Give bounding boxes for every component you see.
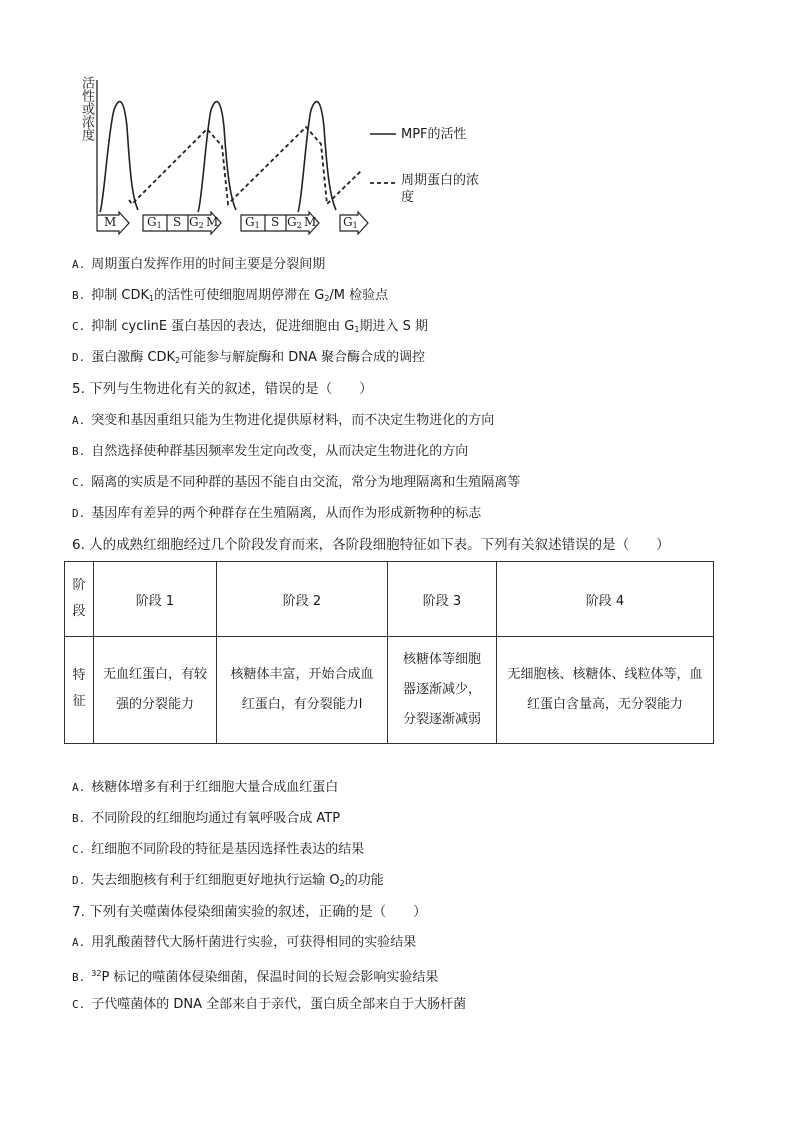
cell-cycle-graph [70,72,500,242]
row-header: 阶段 [65,562,94,637]
phase-label: S [271,215,280,229]
legend-mpf: MPF的活性 [401,127,467,142]
q4-option-b: B. 抑制 $CDK_1$的活性可使细胞周期停滞在 $G_2/M$ 检验点 [72,288,389,303]
q5-option-c: C. 隔离的实质是不同种群的基因不能自由交流，常分为地理隔离和生殖隔离等 [72,475,521,490]
q4-option-d: D. 蛋白激酶 $CDK_2$可能参与解旋酶和 DNA 聚合酶合成的调控 [72,350,425,365]
q4-option-a: A. 周期蛋白发挥作用的时间主要是分裂间期 [72,257,326,272]
row-header: 特征 [65,637,94,744]
stage-table [64,561,714,744]
cell-cycle-figure [70,72,500,242]
q6-stem: 6. 人的成熟红细胞经过几个阶段发育而来，各阶段细胞特征如下表。下列有关叙述错误的是（ ） [72,537,670,553]
q6-option-c: C. 红细胞不同阶段的特征是基因选择性表达的结果 [72,842,365,857]
q4-option-c: C. 抑制 cyclinE 蛋白基因的表达，促进细胞由 $G_1$期进入 S 期 [72,319,429,334]
table-cell: 阶段 3 [388,562,497,637]
phase-label: M [104,215,117,229]
q6-option-d: D. 失去细胞核有利于红细胞更好地执行运输 $O_2$的功能 [72,873,384,888]
table-row [65,562,714,637]
phase-label: $G_2$ [287,215,302,230]
q5-option-a: A. 突变和基因重组只能为生物进化提供原材料，而不决定生物进化的方向 [72,413,495,428]
table-cell: 阶段 1 [94,562,217,637]
q7-option-c: C. 子代噬菌体的 DNA 全部来自于亲代，蛋白质全部来自于大肠杆菌 [72,997,467,1012]
q7-stem: 7. 下列有关噬菌体侵染细菌实验的叙述，正确的是（ ） [72,904,427,920]
table-cell: 无细胞核、核糖体、线粒体等，血 红蛋白含量高，无分裂能力 [497,637,714,744]
mpf-peak-3 [298,102,336,212]
q5-option-d: D. 基因库有差异的两个种群存在生殖隔离，从而作为形成新物种的标志 [72,506,482,521]
table-row [65,637,714,744]
phase-label: $G_2$ [189,215,204,230]
q6-option-b: B. 不同阶段的红细胞均通过有氧呼吸合成 ATP [72,811,341,826]
q7-option-a: A. 用乳酸菌替代大肠杆菌进行实验，可获得相同的实验结果 [72,935,417,950]
mpf-peak-1 [100,102,138,212]
q7-option-b: B. $^{32}$P 标记的噬菌体侵染细菌，保温时间的长短会影响实验结果 [72,969,439,985]
q5-option-b: B. 自然选择使种群基因频率发生定向改变，从而决定生物进化的方向 [72,444,469,459]
phase-label: S [173,215,182,229]
table-cell: 无血红蛋白，有较 强的分裂能力 [94,637,217,744]
phase-label: $G_1$ [343,215,358,230]
table-cell: 阶段 2 [217,562,388,637]
phase-label: $G_1$ [147,215,162,230]
mpf-peak-2 [198,102,236,212]
cyclin-line [129,127,361,204]
phase-label: M [206,215,219,229]
legend-cyclin: 周期蛋白的浓度 [401,173,480,205]
q5-stem: 5. 下列与生物进化有关的叙述，错误的是（ ） [72,381,373,397]
phase-label: M [304,215,317,229]
y-axis-label: 活性或浓度 [79,76,94,141]
q6-option-a: A. 核糖体增多有利于红细胞大量合成血红蛋白 [72,780,339,795]
table-cell: 核糖体等细胞 器逐渐减少， 分裂逐渐减弱 [388,637,497,744]
table-cell: 阶段 4 [497,562,714,637]
phase-label: $G_1$ [245,215,260,230]
table-cell: 核糖体丰富，开始合成血 红蛋白，有分裂能力l [217,637,388,744]
phase-strip [97,212,368,234]
